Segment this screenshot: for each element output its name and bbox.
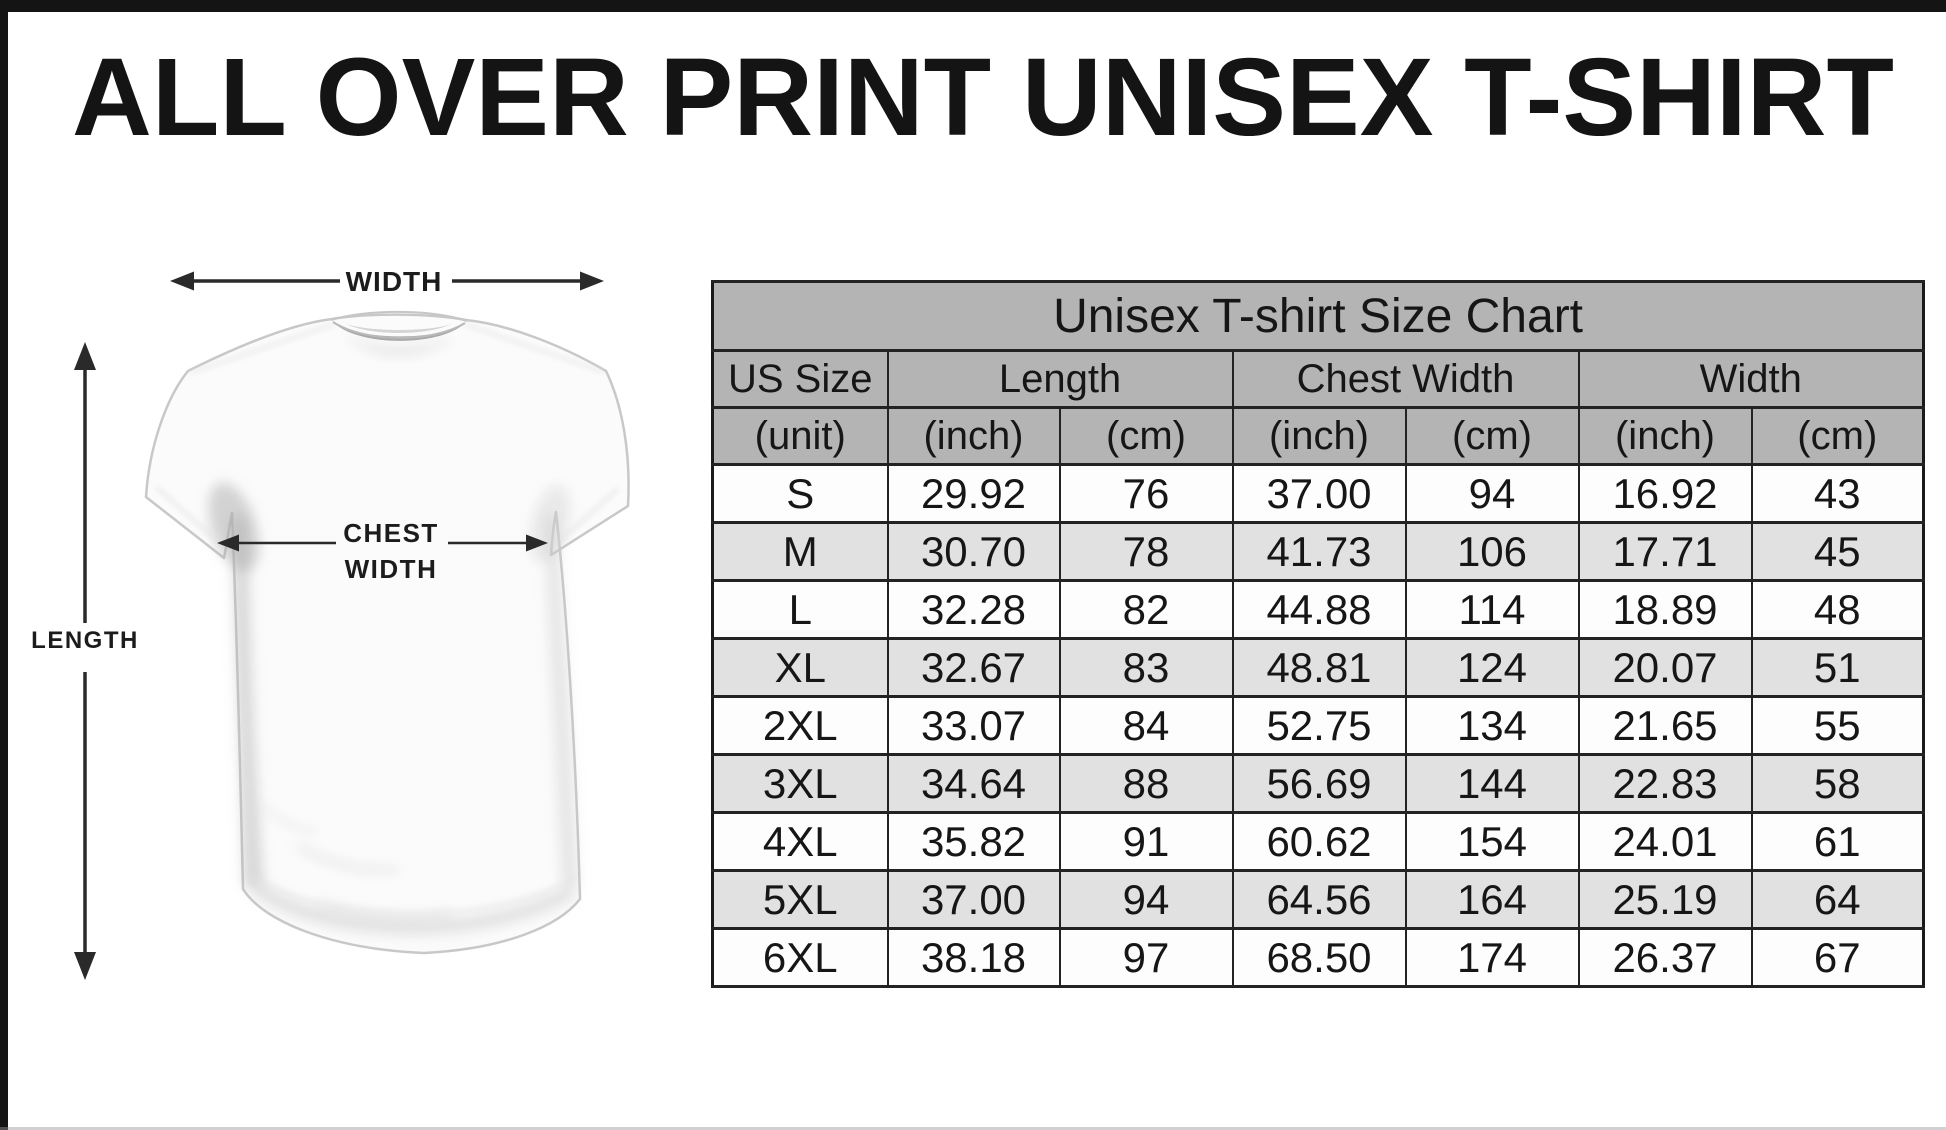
size-cell: S — [713, 465, 888, 523]
data-cell: 38.18 — [888, 929, 1060, 987]
data-cell: 35.82 — [888, 813, 1060, 871]
data-cell: 30.70 — [888, 523, 1060, 581]
data-cell: 82 — [1060, 581, 1233, 639]
tshirt-measurement-diagram — [0, 190, 700, 1020]
arrow-up-icon — [74, 342, 96, 370]
data-cell: 94 — [1060, 871, 1233, 929]
col-group-us-size: US Size — [713, 351, 888, 408]
data-cell: 78 — [1060, 523, 1233, 581]
data-cell: 24.01 — [1579, 813, 1752, 871]
data-cell: 41.73 — [1233, 523, 1406, 581]
data-cell: 64 — [1752, 871, 1924, 929]
data-cell: 33.07 — [888, 697, 1060, 755]
unit-header: (cm) — [1752, 408, 1924, 465]
data-cell: 124 — [1406, 639, 1579, 697]
data-cell: 26.37 — [1579, 929, 1752, 987]
data-cell: 94 — [1406, 465, 1579, 523]
width-label: WIDTH — [345, 266, 443, 297]
size-cell: 4XL — [713, 813, 888, 871]
size-cell: 6XL — [713, 929, 888, 987]
arrow-down-icon — [74, 952, 96, 980]
data-cell: 22.83 — [1579, 755, 1752, 813]
data-cell: 17.71 — [1579, 523, 1752, 581]
table-row-4xl — [713, 813, 1924, 871]
data-cell: 83 — [1060, 639, 1233, 697]
data-cell: 25.19 — [1579, 871, 1752, 929]
data-cell: 97 — [1060, 929, 1233, 987]
data-cell: 164 — [1406, 871, 1579, 929]
chest-width-label-line1: CHEST — [343, 518, 439, 548]
data-cell: 48.81 — [1233, 639, 1406, 697]
table-unit-header-row — [713, 408, 1924, 465]
data-cell: 20.07 — [1579, 639, 1752, 697]
length-dimension — [31, 342, 139, 980]
data-cell: 18.89 — [1579, 581, 1752, 639]
arrow-left-icon — [170, 272, 194, 291]
data-cell: 154 — [1406, 813, 1579, 871]
table-row-5xl — [713, 871, 1924, 929]
table-title: Unisex T-shirt Size Chart — [713, 282, 1924, 351]
data-cell: 58 — [1752, 755, 1924, 813]
size-chart-table — [711, 280, 1925, 988]
size-cell: 2XL — [713, 697, 888, 755]
length-label: LENGTH — [31, 627, 139, 654]
data-cell: 84 — [1060, 697, 1233, 755]
data-cell: 32.67 — [888, 639, 1060, 697]
data-cell: 174 — [1406, 929, 1579, 987]
data-cell: 29.92 — [888, 465, 1060, 523]
arrow-right-icon — [580, 272, 604, 291]
unit-header: (inch) — [888, 408, 1060, 465]
page-title-area — [0, 0, 1946, 200]
data-cell: 134 — [1406, 697, 1579, 755]
unit-header: (cm) — [1406, 408, 1579, 465]
table-title-row — [713, 282, 1924, 351]
data-cell: 60.62 — [1233, 813, 1406, 871]
size-cell: M — [713, 523, 888, 581]
data-cell: 44.88 — [1233, 581, 1406, 639]
size-cell: XL — [713, 639, 888, 697]
unit-header: (cm) — [1060, 408, 1233, 465]
data-cell: 45 — [1752, 523, 1924, 581]
table-row-6xl — [713, 929, 1924, 987]
size-cell: L — [713, 581, 888, 639]
unit-header: (inch) — [1579, 408, 1752, 465]
data-cell: 34.64 — [888, 755, 1060, 813]
data-cell: 64.56 — [1233, 871, 1406, 929]
table-row-3xl — [713, 755, 1924, 813]
data-cell: 88 — [1060, 755, 1233, 813]
unit-header: (unit) — [713, 408, 888, 465]
data-cell: 55 — [1752, 697, 1924, 755]
data-cell: 68.50 — [1233, 929, 1406, 987]
col-group-chest-width: Chest Width — [1233, 351, 1579, 408]
data-cell: 32.28 — [888, 581, 1060, 639]
table-row-l — [713, 581, 1924, 639]
data-cell: 144 — [1406, 755, 1579, 813]
data-cell: 52.75 — [1233, 697, 1406, 755]
unit-header: (inch) — [1233, 408, 1406, 465]
data-cell: 67 — [1752, 929, 1924, 987]
data-cell: 43 — [1752, 465, 1924, 523]
data-cell: 91 — [1060, 813, 1233, 871]
width-dimension — [170, 266, 604, 297]
data-cell: 51 — [1752, 639, 1924, 697]
data-cell: 76 — [1060, 465, 1233, 523]
table-group-header-row — [713, 351, 1924, 408]
size-cell: 3XL — [713, 755, 888, 813]
table-row-xl — [713, 639, 1924, 697]
data-cell: 37.00 — [1233, 465, 1406, 523]
data-cell: 61 — [1752, 813, 1924, 871]
size-chart — [711, 280, 1922, 983]
table-row-s — [713, 465, 1924, 523]
table-row-m — [713, 523, 1924, 581]
data-cell: 106 — [1406, 523, 1579, 581]
col-group-width: Width — [1579, 351, 1924, 408]
page-title: ALL OVER PRINT UNISEX T-SHIRT — [72, 36, 1894, 159]
data-cell: 21.65 — [1579, 697, 1752, 755]
data-cell: 114 — [1406, 581, 1579, 639]
table-row-2xl — [713, 697, 1924, 755]
size-cell: 5XL — [713, 871, 888, 929]
data-cell: 16.92 — [1579, 465, 1752, 523]
data-cell: 48 — [1752, 581, 1924, 639]
tshirt-photo — [146, 312, 629, 953]
col-group-length: Length — [888, 351, 1233, 408]
data-cell: 56.69 — [1233, 755, 1406, 813]
data-cell: 37.00 — [888, 871, 1060, 929]
chest-width-label-line2: WIDTH — [344, 554, 438, 584]
